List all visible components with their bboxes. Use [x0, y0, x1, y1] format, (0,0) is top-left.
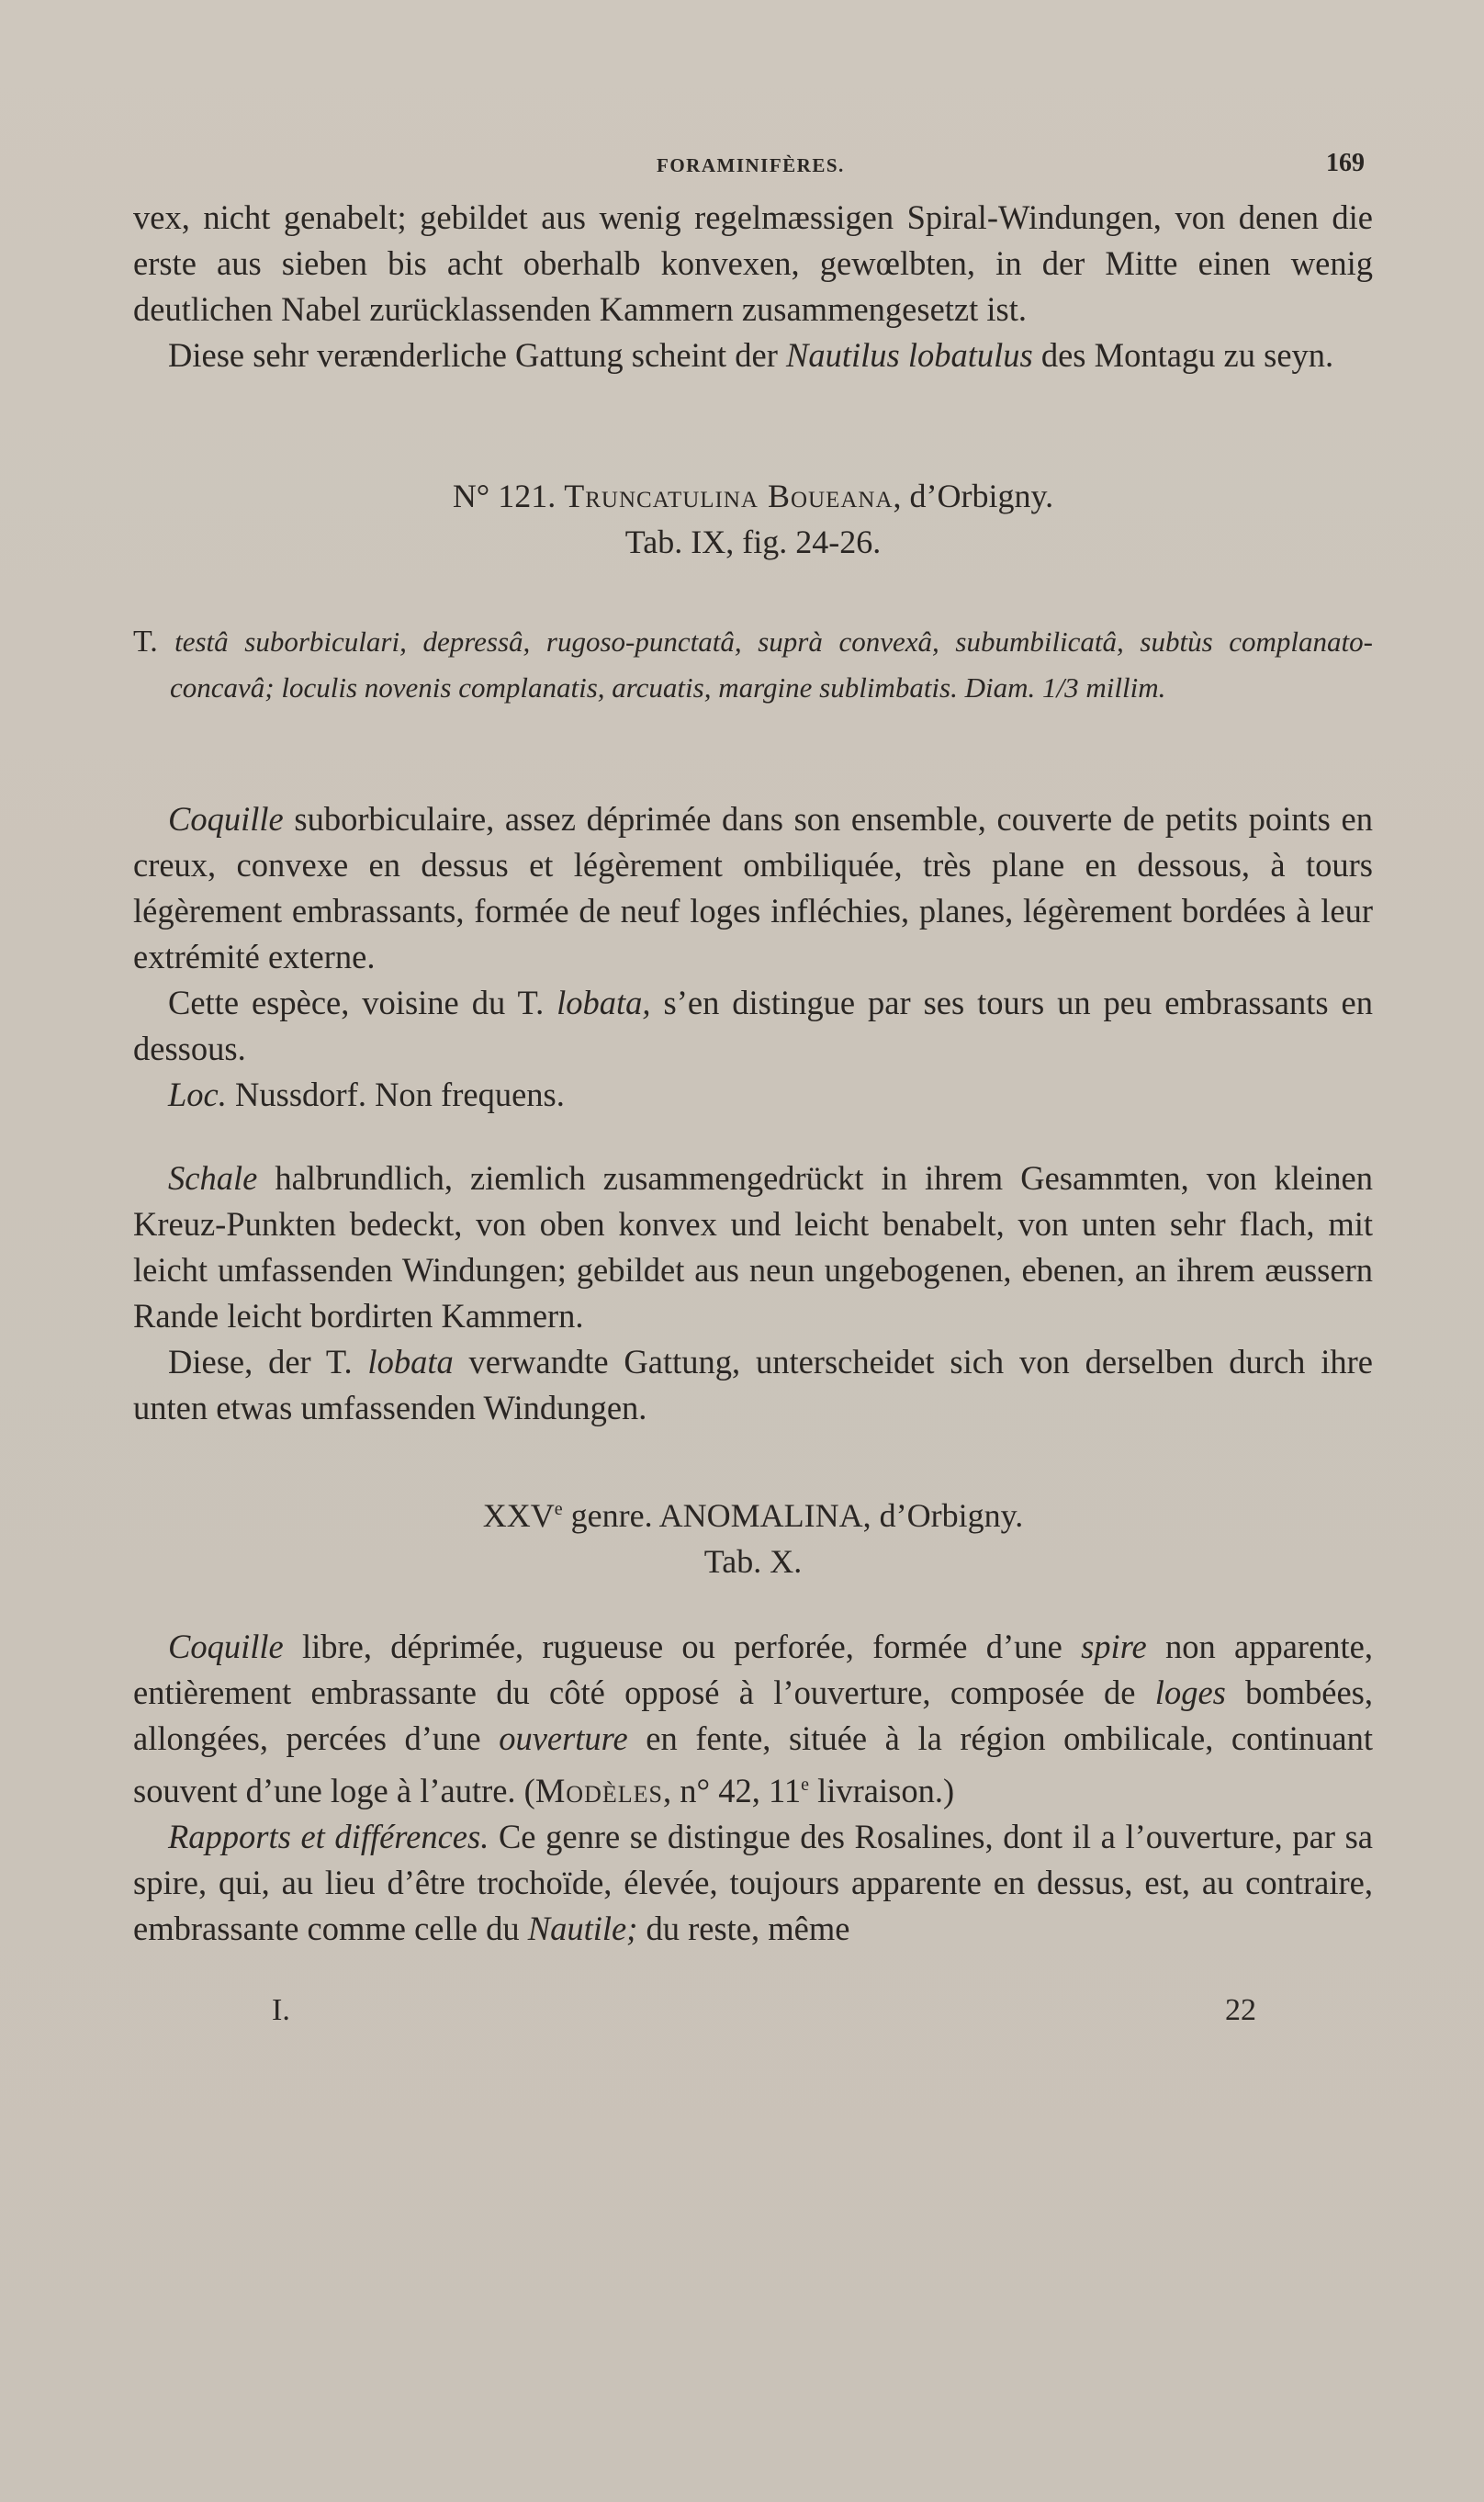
sheet-number: 22: [1225, 1993, 1256, 2027]
genus-heading: [133, 1486, 1373, 1584]
diagnosis-text: T. testâ suborbiculari, depressâ, rugoso-punctatâ, suprà convexâ, subumbilicatâ, subtùs complanato-concavâ; loculis novenis complanatis, arcuatis, margine sublimbatis. Diam. 1/3 millim.: [133, 625, 1373, 704]
running-title: FORAMINIFÈRES.: [657, 154, 845, 176]
paragraph-genus-1: Coquille libre, déprimée, rugueuse ou perforée, formée d’une spire non apparente, entièrement embrassante du côté opposé à l’ouverture, composée de loges bombées, allongées, percées d’une ouverture en fente, située à la région ombilicale, continuant souvent d’une loge à l’autre. (Modèles, n° 42, 11e livraison.): [133, 1628, 1373, 1810]
german-continuation: [133, 195, 1373, 378]
french-description: [133, 796, 1373, 1118]
paragraph-french-2: Cette espèce, voisine du T. lobata, s’en distingue par ses tours un peu embrassants en dessous.: [133, 984, 1373, 1067]
paragraph-german-1: vex, nicht genabelt; gebildet aus wenig regelmæssigen Spiral-Windungen, von denen die erste aus sieben bis acht oberhalb konvexen, gewœlbten, in der Mitte einen wenig deutlichen Nabel zurücklassenden Kammern zusammengesetzt ist.: [133, 198, 1373, 328]
paragraph-german-3: Schale halbrundlich, ziemlich zusammengedrückt in ihrem Gesammten, von kleinen Kreuz-Punkten bedeckt, von oben konvex und leicht benabelt, von unten sehr flach, mit leicht umfassenden Windungen; gebildet aus neun ungebogenen, ebenen, an ihrem æussern Rande leicht bordirten Kammern.: [133, 1159, 1373, 1335]
italic-taxon: Nautilus lobatulus: [786, 336, 1033, 374]
paragraph-locality: Loc. Nussdorf. Non frequens.: [168, 1076, 565, 1113]
paragraph-french-1: Coquille suborbiculaire, assez déprimée dans son ensemble, couverte de petits points en creux, convexe en dessus et légèrement ombiliquée, très plane en dessous, à tours légèrement embrassants, formée de neuf loges infléchies, planes, légèrement bordées à leur extrémité externe.: [133, 800, 1373, 975]
page-number: 169: [1326, 149, 1365, 177]
paragraph-german-4: Diese, der T. lobata verwandte Gattung, unterscheidet sich von derselben durch ihre unten etwas umfassenden Windungen.: [133, 1343, 1374, 1426]
page-header: [0, 147, 1484, 184]
paragraph-german-2: Diese sehr verænderliche Gattung scheint der Nautilus lobatulus des Montagu zu seyn.: [168, 336, 1334, 374]
species-title: N° 121. Truncatulina Boueana, d’Orbigny.: [452, 478, 1054, 514]
genus-plate-ref: Tab. X.: [703, 1543, 803, 1580]
genus-description: [133, 1624, 1373, 1952]
species-plate-ref: Tab. IX, fig. 24-26.: [624, 524, 882, 560]
latin-diagnosis: [133, 619, 1373, 711]
german-description: [133, 1155, 1373, 1431]
page-footer: [0, 1993, 1484, 2039]
species-heading: [133, 473, 1373, 565]
genus-title: XXVe genre. ANOMALINA, d’Orbigny.: [482, 1497, 1024, 1534]
volume-signature: I.: [272, 1993, 290, 2027]
species-name: Truncatulina Boueana: [564, 478, 894, 514]
paragraph-genus-2: Rapports et différences. Ce genre se distingue des Rosalines, dont il a l’ouverture, par sa spire, qui, au lieu d’être trochoïde, élevée, toujours apparente en dessus, est, au contraire, embrassante comme celle du Nautile; du reste, même: [133, 1818, 1373, 1948]
